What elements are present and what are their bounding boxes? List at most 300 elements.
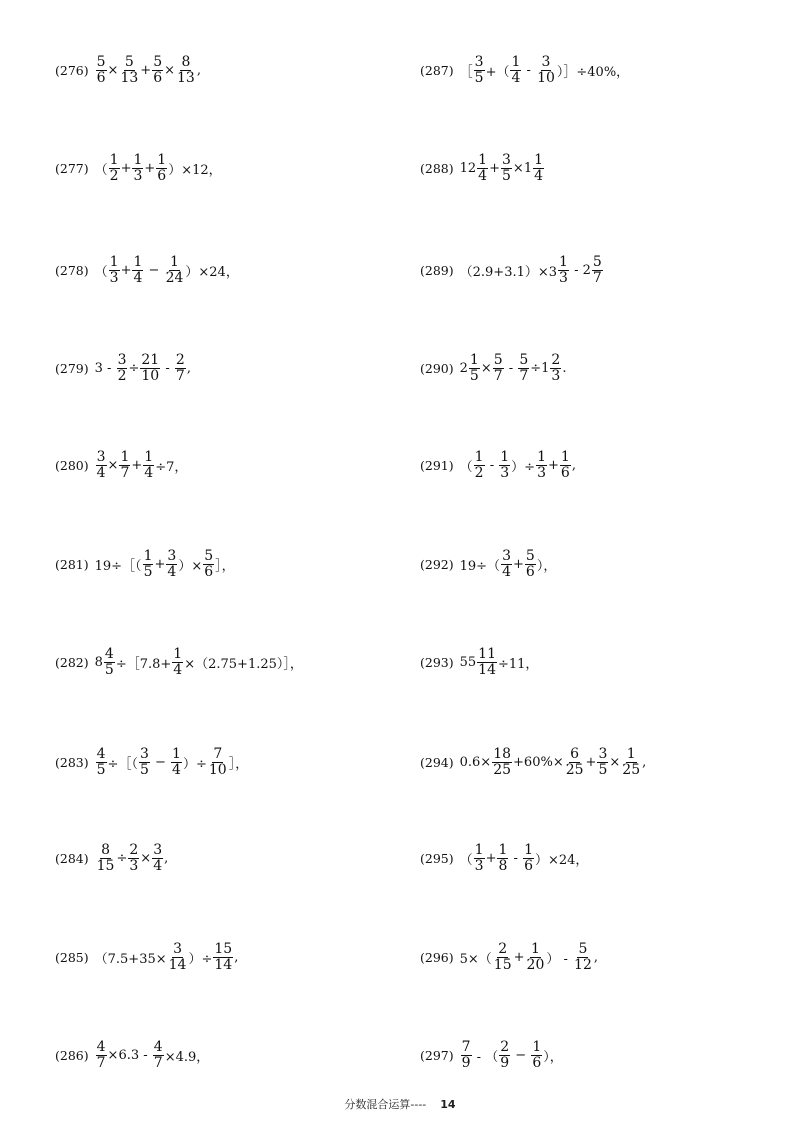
fraction-numerator: 1 bbox=[109, 151, 119, 168]
problem-expression bbox=[460, 647, 539, 678]
fraction-numerator: 4 bbox=[104, 645, 114, 662]
fraction-denominator: 4 bbox=[534, 167, 544, 184]
fraction bbox=[140, 353, 160, 384]
problem-expression bbox=[460, 153, 545, 184]
fraction-numerator: 18 bbox=[493, 745, 512, 762]
expression-text: ÷［（ bbox=[107, 756, 138, 772]
fraction-denominator: 3 bbox=[551, 367, 561, 384]
expression-text: - bbox=[161, 360, 174, 376]
fraction-numerator: 5 bbox=[124, 53, 134, 70]
expression-text: ）］÷40%， bbox=[556, 64, 630, 80]
fraction-denominator: 4 bbox=[144, 464, 154, 481]
problem-item bbox=[55, 448, 187, 482]
fraction-denominator: 3 bbox=[559, 269, 568, 286]
fraction-denominator: 7 bbox=[493, 367, 503, 384]
fraction bbox=[526, 942, 546, 973]
fraction bbox=[132, 255, 143, 286]
problem-expression bbox=[460, 549, 557, 580]
fraction-denominator: 24 bbox=[165, 269, 184, 286]
expression-text: ］， bbox=[215, 558, 235, 574]
expression-text: 19÷（ bbox=[459, 558, 501, 574]
fraction-denominator: 10 bbox=[141, 367, 160, 384]
fraction-numerator: 6 bbox=[570, 745, 580, 762]
problem-number: (292) bbox=[420, 556, 454, 572]
fraction-numerator: 21 bbox=[141, 351, 160, 368]
fraction bbox=[477, 647, 497, 678]
expression-text: 3 - bbox=[94, 360, 116, 376]
fraction-denominator: 5 bbox=[96, 761, 106, 778]
expression-text: , bbox=[186, 360, 191, 376]
problem-expression bbox=[95, 747, 249, 778]
expression-text: . bbox=[562, 360, 567, 376]
fraction bbox=[119, 450, 130, 481]
problem-number: (283) bbox=[55, 754, 89, 770]
fraction bbox=[208, 747, 228, 778]
problem-expression bbox=[95, 1040, 210, 1071]
fraction-denominator: 7 bbox=[519, 367, 529, 384]
fraction-numerator: 2 bbox=[498, 940, 508, 957]
expression-text: − bbox=[144, 262, 164, 278]
fraction-denominator: 25 bbox=[493, 761, 512, 778]
fraction-denominator: 6 bbox=[157, 167, 167, 184]
fraction-denominator: 6 bbox=[153, 69, 163, 86]
problem-item bbox=[420, 645, 538, 679]
fraction-denominator: 4 bbox=[502, 563, 511, 580]
problem-item bbox=[420, 547, 556, 581]
fraction-denominator: 5 bbox=[469, 367, 479, 384]
problem-number: (281) bbox=[55, 556, 89, 572]
expression-text: + bbox=[140, 62, 152, 78]
fraction-denominator: 10 bbox=[537, 69, 555, 86]
problem-number: (295) bbox=[420, 850, 454, 866]
expression-text: ÷［7.8+ bbox=[115, 656, 172, 672]
problem-number: (288) bbox=[420, 160, 454, 176]
fraction-numerator: 4 bbox=[153, 1038, 163, 1055]
fraction bbox=[168, 942, 188, 973]
expression-text: + bbox=[485, 850, 497, 866]
fraction bbox=[165, 255, 185, 286]
fraction-numerator: 1 bbox=[498, 841, 508, 858]
problem-item bbox=[55, 547, 235, 581]
fraction-numerator: 1 bbox=[109, 253, 119, 270]
fraction bbox=[166, 549, 177, 580]
fraction bbox=[558, 255, 569, 286]
expression-text: +（ bbox=[485, 64, 510, 80]
expression-text: ×1 bbox=[512, 160, 533, 176]
fraction-numerator: 1 bbox=[559, 253, 568, 270]
fraction bbox=[104, 647, 115, 678]
expression-text: ）×24， bbox=[185, 264, 239, 280]
fraction-denominator: 4 bbox=[478, 167, 488, 184]
fraction bbox=[474, 450, 485, 481]
fraction-denominator: 7 bbox=[175, 367, 185, 384]
problem-number: (282) bbox=[55, 654, 89, 670]
expression-text: 5×（ bbox=[459, 951, 492, 967]
fraction-numerator: 3 bbox=[153, 841, 163, 858]
problem-number: (287) bbox=[420, 62, 454, 78]
expression-text: ×6.3 - bbox=[107, 1047, 152, 1063]
fraction bbox=[132, 153, 143, 184]
fraction-denominator: 9 bbox=[461, 1054, 471, 1071]
fraction-denominator: 20 bbox=[526, 956, 545, 973]
problem-number: (290) bbox=[420, 360, 454, 376]
fraction-denominator: 3 bbox=[133, 167, 143, 184]
problem-expression bbox=[95, 353, 191, 384]
fraction-denominator: 15 bbox=[493, 956, 512, 973]
fraction-denominator: 3 bbox=[474, 857, 484, 874]
problem-item bbox=[55, 53, 201, 87]
problem-item bbox=[55, 253, 239, 287]
fraction-numerator: 1 bbox=[133, 151, 143, 168]
fraction bbox=[96, 747, 107, 778]
fraction bbox=[96, 450, 107, 481]
problem-item bbox=[55, 940, 238, 974]
expression-text: ）×12， bbox=[168, 162, 222, 178]
fraction bbox=[501, 153, 512, 184]
fraction-numerator: 1 bbox=[170, 253, 179, 270]
fraction-numerator: 5 bbox=[96, 53, 106, 70]
problem-item bbox=[55, 841, 168, 875]
fraction-denominator: 13 bbox=[177, 69, 195, 86]
fraction-numerator: 1 bbox=[530, 940, 540, 957]
problem-expression bbox=[95, 549, 235, 580]
problem-number: (278) bbox=[55, 262, 89, 278]
fraction bbox=[109, 153, 120, 184]
fraction-numerator: 1 bbox=[173, 645, 183, 662]
problem-number: (277) bbox=[55, 160, 89, 176]
expression-text: ） - bbox=[546, 951, 573, 967]
problem-item bbox=[55, 645, 303, 679]
fraction-numerator: 1 bbox=[532, 1038, 542, 1055]
fraction bbox=[531, 1040, 542, 1071]
expression-text: − bbox=[150, 754, 171, 770]
fraction bbox=[203, 549, 214, 580]
problem-number: (280) bbox=[55, 457, 89, 473]
fraction-denominator: 6 bbox=[524, 857, 533, 874]
fraction-denominator: 6 bbox=[204, 563, 214, 580]
fraction-numerator: 3 bbox=[117, 351, 127, 368]
fraction-numerator: 5 bbox=[525, 547, 535, 564]
expression-text: × bbox=[140, 850, 152, 866]
fraction bbox=[536, 450, 547, 481]
fraction-denominator: 4 bbox=[172, 761, 181, 778]
fraction-denominator: 6 bbox=[532, 1054, 542, 1071]
problem-item bbox=[420, 1038, 563, 1072]
expression-text: ×（2.75+1.25）］， bbox=[184, 656, 303, 672]
fraction-denominator: 3 bbox=[537, 464, 546, 481]
fraction-denominator: 6 bbox=[560, 464, 570, 481]
fraction-numerator: 3 bbox=[502, 547, 511, 564]
expression-text: （ bbox=[94, 264, 108, 280]
expression-text: , bbox=[164, 850, 169, 866]
fraction-numerator: 1 bbox=[474, 448, 484, 465]
problem-number: (286) bbox=[55, 1047, 89, 1063]
fraction-denominator: 2 bbox=[109, 167, 119, 184]
fraction bbox=[525, 549, 536, 580]
fraction-numerator: 5 bbox=[204, 547, 214, 564]
fraction-denominator: 6 bbox=[525, 563, 535, 580]
fraction-numerator: 1 bbox=[626, 745, 636, 762]
fraction-denominator: 5 bbox=[502, 167, 511, 184]
fraction-numerator: 5 bbox=[493, 351, 503, 368]
expression-text: 8 bbox=[94, 654, 103, 670]
fraction-denominator: 3 bbox=[500, 464, 510, 481]
fraction bbox=[156, 153, 167, 184]
fraction-denominator: 4 bbox=[511, 69, 521, 86]
fraction-numerator: 3 bbox=[474, 53, 484, 70]
problem-item bbox=[55, 151, 222, 185]
fraction-numerator: 1 bbox=[534, 151, 544, 168]
expression-text: + bbox=[120, 160, 132, 176]
fraction-numerator: 15 bbox=[214, 940, 233, 957]
fraction-numerator: 3 bbox=[502, 151, 511, 168]
fraction-denominator: 5 bbox=[474, 69, 484, 86]
fraction-denominator: 5 bbox=[104, 661, 114, 678]
expression-text: ÷ bbox=[116, 850, 128, 866]
expression-text: ［ bbox=[459, 64, 473, 80]
fraction-denominator: 15 bbox=[96, 857, 115, 874]
fraction bbox=[499, 450, 510, 481]
expression-text: × bbox=[164, 62, 176, 78]
problem-expression bbox=[460, 55, 630, 86]
fraction-denominator: 7 bbox=[96, 1054, 106, 1071]
expression-text: − bbox=[511, 1047, 531, 1063]
fraction bbox=[501, 549, 512, 580]
fraction-denominator: 5 bbox=[598, 761, 608, 778]
fraction-numerator: 1 bbox=[144, 448, 154, 465]
fraction-denominator: 4 bbox=[133, 269, 143, 286]
fraction-denominator: 9 bbox=[500, 1054, 510, 1071]
expression-text: （ bbox=[94, 162, 108, 178]
expression-text: ）， bbox=[536, 558, 557, 574]
expression-text: ］， bbox=[228, 756, 249, 772]
expression-text: ）÷ bbox=[188, 951, 213, 967]
fraction bbox=[96, 843, 116, 874]
fraction-numerator: 5 bbox=[578, 940, 588, 957]
expression-text: ×4.9， bbox=[164, 1049, 210, 1065]
expression-text: , bbox=[196, 62, 201, 78]
fraction bbox=[117, 353, 128, 384]
problem-number: (294) bbox=[420, 754, 454, 770]
fraction-denominator: 3 bbox=[109, 269, 119, 286]
fraction-numerator: 11 bbox=[478, 645, 496, 662]
fraction bbox=[128, 843, 139, 874]
problem-item bbox=[420, 448, 576, 482]
problem-expression bbox=[460, 450, 576, 481]
expression-text: 0.6× bbox=[459, 754, 492, 770]
fraction bbox=[477, 153, 488, 184]
fraction bbox=[172, 647, 183, 678]
expression-text: - （ bbox=[472, 1049, 499, 1065]
fraction bbox=[119, 55, 139, 86]
fraction bbox=[153, 1040, 164, 1071]
expression-text: ）× bbox=[178, 558, 203, 574]
fraction bbox=[139, 747, 150, 778]
fraction bbox=[573, 942, 593, 973]
fraction-numerator: 2 bbox=[175, 351, 185, 368]
fraction-denominator: 4 bbox=[167, 563, 177, 580]
fraction-denominator: 4 bbox=[153, 857, 163, 874]
problem-number: (297) bbox=[420, 1047, 454, 1063]
problem-item bbox=[55, 1038, 209, 1072]
fraction bbox=[109, 255, 120, 286]
expression-text: + bbox=[120, 262, 132, 278]
fraction-denominator: 2 bbox=[474, 464, 484, 481]
fraction bbox=[518, 353, 529, 384]
fraction-numerator: 1 bbox=[500, 448, 510, 465]
fraction-numerator: 1 bbox=[537, 448, 546, 465]
fraction-numerator: 1 bbox=[474, 841, 484, 858]
fraction-numerator: 3 bbox=[173, 940, 183, 957]
problem-number: (285) bbox=[55, 949, 89, 965]
fraction-denominator: 2 bbox=[117, 367, 127, 384]
problem-expression bbox=[460, 1040, 563, 1071]
expression-text: , bbox=[571, 457, 576, 473]
fraction bbox=[536, 55, 556, 86]
fraction-numerator: 3 bbox=[598, 745, 608, 762]
fraction-denominator: 4 bbox=[173, 661, 183, 678]
expression-text: （ bbox=[459, 852, 473, 868]
fraction bbox=[493, 942, 513, 973]
expression-text: - bbox=[509, 850, 523, 866]
fraction-denominator: 6 bbox=[96, 69, 106, 86]
fraction-numerator: 3 bbox=[96, 448, 106, 465]
fraction-denominator: 4 bbox=[96, 464, 106, 481]
fraction bbox=[469, 353, 480, 384]
problem-expression bbox=[95, 255, 239, 286]
expression-text: + bbox=[513, 949, 525, 965]
page-footer bbox=[0, 1096, 800, 1112]
fraction bbox=[171, 747, 182, 778]
fraction-numerator: 1 bbox=[143, 547, 153, 564]
fraction bbox=[621, 747, 641, 778]
problem-item bbox=[420, 745, 646, 779]
fraction-denominator: 8 bbox=[498, 857, 508, 874]
fraction bbox=[492, 747, 512, 778]
fraction bbox=[474, 843, 485, 874]
expression-text: + bbox=[512, 556, 524, 572]
expression-text: × bbox=[107, 457, 119, 473]
fraction bbox=[175, 353, 186, 384]
fraction-numerator: 4 bbox=[96, 745, 106, 762]
fraction-denominator: 7 bbox=[153, 1054, 163, 1071]
problem-number: (276) bbox=[55, 62, 89, 78]
fraction-numerator: 5 bbox=[519, 351, 529, 368]
fraction-numerator: 1 bbox=[469, 351, 479, 368]
expression-text: +60%× bbox=[513, 754, 564, 770]
fraction-numerator: 1 bbox=[120, 448, 130, 465]
expression-text: - 2 bbox=[569, 262, 591, 278]
fraction-numerator: 5 bbox=[153, 53, 163, 70]
expression-text: - bbox=[485, 457, 499, 473]
problem-item bbox=[420, 940, 598, 974]
problem-item bbox=[420, 253, 604, 287]
fraction-numerator: 3 bbox=[139, 745, 149, 762]
footer-title: 分数混合运算---- bbox=[344, 1098, 427, 1111]
expression-text: ）×24， bbox=[534, 852, 589, 868]
fraction-denominator: 14 bbox=[214, 956, 233, 973]
problem-number: (291) bbox=[420, 457, 454, 473]
problem-item bbox=[420, 53, 629, 87]
fraction bbox=[96, 1040, 107, 1071]
expression-text: + bbox=[489, 160, 500, 176]
problem-expression bbox=[460, 255, 604, 286]
fraction bbox=[176, 55, 196, 86]
fraction bbox=[560, 450, 571, 481]
problem-item bbox=[55, 745, 248, 779]
expression-text: × bbox=[480, 360, 492, 376]
expression-text: ）， bbox=[543, 1049, 563, 1065]
expression-text: 19÷［（ bbox=[94, 558, 142, 574]
problem-expression bbox=[460, 843, 589, 874]
problem-number: (289) bbox=[420, 262, 454, 278]
fraction bbox=[565, 747, 585, 778]
problem-expression bbox=[460, 747, 647, 778]
fraction-numerator: 8 bbox=[101, 841, 110, 858]
expression-text: + bbox=[547, 457, 559, 473]
problem-number: (293) bbox=[420, 654, 454, 670]
fraction-numerator: 3 bbox=[167, 547, 177, 564]
problem-number: (284) bbox=[55, 850, 89, 866]
expression-text: ）÷ bbox=[511, 459, 536, 475]
page-number: 14 bbox=[440, 1098, 456, 1111]
fraction-numerator: 2 bbox=[500, 1038, 510, 1055]
fraction bbox=[493, 353, 504, 384]
expression-text: + bbox=[144, 160, 156, 176]
fraction-denominator: 7 bbox=[592, 269, 602, 286]
problem-item bbox=[420, 841, 588, 875]
fraction bbox=[474, 55, 485, 86]
fraction bbox=[592, 255, 603, 286]
expression-text: （ bbox=[459, 459, 473, 475]
fraction bbox=[213, 942, 233, 973]
fraction-denominator: 14 bbox=[478, 661, 496, 678]
problem-expression bbox=[460, 353, 567, 384]
expression-text: ÷11， bbox=[498, 656, 539, 672]
fraction-numerator: 1 bbox=[478, 151, 488, 168]
fraction bbox=[510, 55, 521, 86]
expression-text: × bbox=[107, 62, 119, 78]
fraction-numerator: 1 bbox=[511, 53, 521, 70]
fraction-numerator: 7 bbox=[213, 745, 223, 762]
fraction bbox=[143, 549, 154, 580]
fraction-numerator: 5 bbox=[592, 253, 602, 270]
expression-text: - bbox=[522, 62, 536, 78]
fraction-denominator: 13 bbox=[120, 69, 139, 86]
fraction bbox=[96, 55, 107, 86]
fraction-denominator: 5 bbox=[143, 563, 153, 580]
expression-text: （2.9+3.1）×3 bbox=[459, 264, 558, 280]
expression-text: , bbox=[593, 949, 598, 965]
expression-text: + bbox=[585, 754, 597, 770]
expression-text: + bbox=[154, 556, 166, 572]
fraction-numerator: 1 bbox=[133, 253, 143, 270]
expression-text: , bbox=[642, 754, 647, 770]
fraction-denominator: 5 bbox=[139, 761, 149, 778]
expression-text: × bbox=[609, 754, 621, 770]
expression-text: ）÷ bbox=[182, 756, 207, 772]
fraction-denominator: 7 bbox=[120, 464, 130, 481]
fraction-numerator: 2 bbox=[551, 351, 561, 368]
expression-text: ÷ bbox=[128, 360, 140, 376]
fraction bbox=[597, 747, 608, 778]
problem-expression bbox=[95, 843, 169, 874]
fraction bbox=[152, 843, 163, 874]
fraction-denominator: 25 bbox=[565, 761, 584, 778]
problem-number: (279) bbox=[55, 360, 89, 376]
fraction-numerator: 1 bbox=[172, 745, 181, 762]
expression-text: - bbox=[504, 360, 518, 376]
